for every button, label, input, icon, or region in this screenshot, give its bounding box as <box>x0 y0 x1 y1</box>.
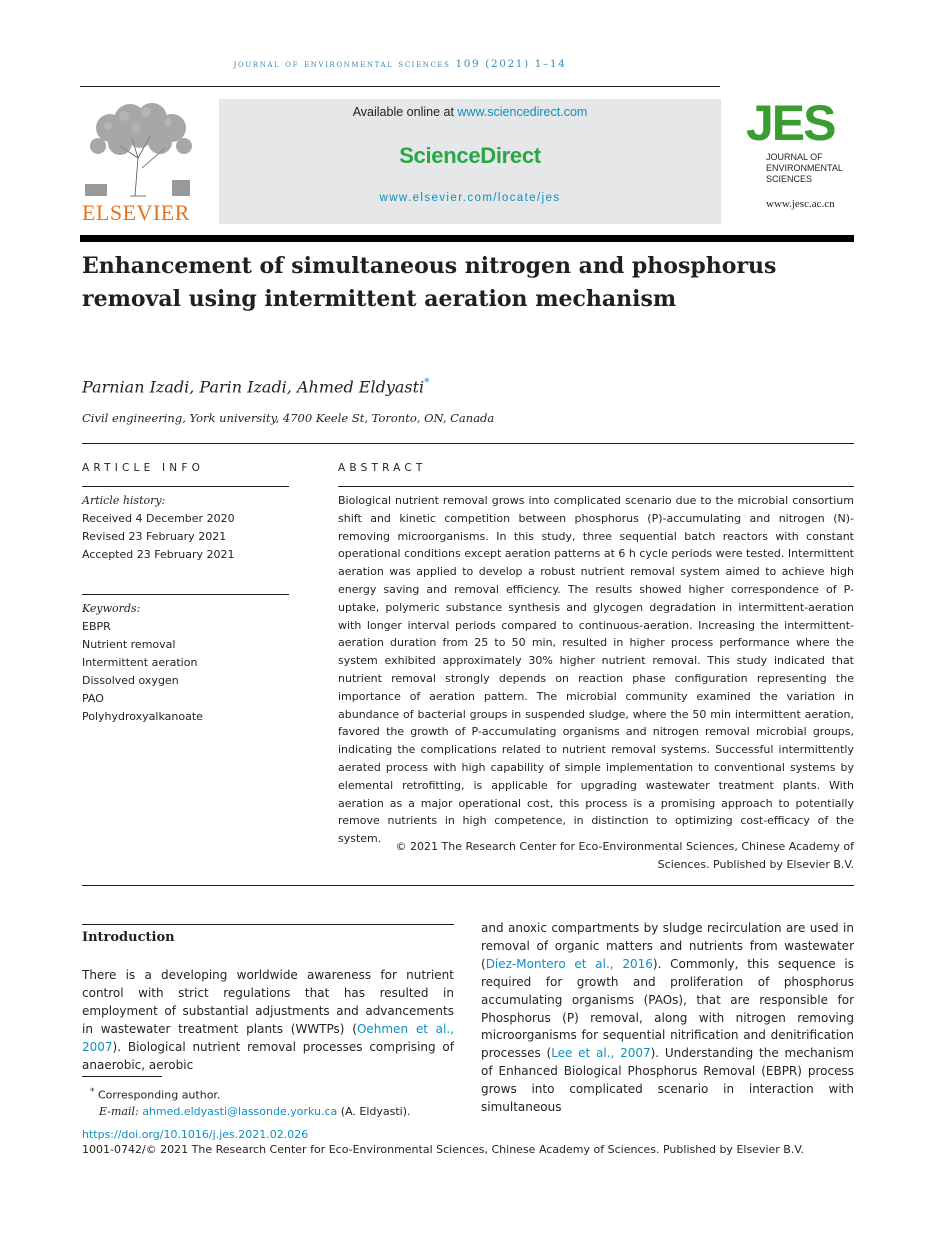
footnote-divider <box>82 1076 162 1077</box>
elsevier-tree-icon <box>80 98 200 198</box>
history-accepted: Accepted 23 February 2021 <box>82 548 235 561</box>
copyright-line: Sciences. Published by Elsevier B.V. <box>657 857 854 871</box>
keyword-item: PAO <box>82 692 104 705</box>
citation-link[interactable]: Lee et al., 2007 <box>551 1046 651 1061</box>
author-names: Parnian Izadi, Parin Izadi, Ahmed Eldyasti <box>82 377 425 397</box>
keywords-list <box>82 600 289 726</box>
intro-text: There is a developing worldwide awareness for nutrient control with strict regulations that has resulted in employment of substantial adjustments and advancements in wastewater treatment plants (WWTPs) ( <box>82 968 454 1036</box>
citation-link[interactable]: Oehmen et al., 2007 <box>82 1021 454 1054</box>
history-received: Received 4 December 2020 <box>82 512 235 525</box>
keyword-item: Dissolved oxygen <box>82 674 179 687</box>
jes-name-line: ENVIRONMENTAL <box>766 163 843 173</box>
sciencedirect-link[interactable]: www.sciencedirect.com <box>457 105 588 119</box>
keyword-item: EBPR <box>82 620 111 633</box>
info-top-divider <box>82 443 854 444</box>
jes-name-line: SCIENCES <box>766 174 813 184</box>
intro-divider <box>82 924 454 925</box>
intro-text: ). Biological nutrient removal processes comprising of anaerobic, aerobic <box>82 1039 454 1072</box>
keywords-divider <box>82 594 289 595</box>
article-info-heading: ARTICLE INFO <box>82 462 205 474</box>
intro-text: ). Understanding the mechanism of Enhanced Biological Phosphorus Removal (EBPR) process grows into complicated scenario in interaction with simultaneous <box>481 1046 854 1115</box>
history-revised: Revised 23 February 2021 <box>82 530 227 543</box>
affiliation: Civil engineering, York university, 4700 Keele St, Toronto, ON, Canada <box>82 411 495 425</box>
journal-homepage-link[interactable]: www.elsevier.com/locate/jes <box>379 192 561 204</box>
abstract-divider <box>338 486 854 487</box>
header-divider <box>80 86 720 87</box>
footnote-mark: * <box>90 1087 95 1097</box>
elsevier-logo <box>80 98 200 224</box>
corresponding-footnote <box>90 1084 411 1120</box>
intro-text: ). Commonly, this sequence is required for growth and proliferation of phosphorus accumulating organisms (PAOs), that are responsible for Phosphorus (P) removal, along with nitrogen removing microorganisms for sequential nitrification and denitrification processes ( <box>481 956 855 1061</box>
jes-logo: JES <box>746 95 835 151</box>
intro-column-1 <box>82 967 454 1074</box>
abstract-heading: ABSTRACT <box>338 462 427 474</box>
keyword-item: Nutrient removal <box>82 638 176 651</box>
sciencedirect-banner <box>219 99 721 224</box>
corresponding-label: Corresponding author. <box>98 1088 221 1102</box>
available-prefix: Available online at <box>352 105 458 119</box>
elsevier-wordmark: ELSEVIER <box>82 200 190 225</box>
keyword-item: Polyhydroxyalkanoate <box>82 710 203 723</box>
citation-link[interactable]: Díez-Montero et al., 2016 <box>485 956 653 971</box>
corresponding-author-mark[interactable]: * <box>424 376 430 389</box>
author-list <box>82 376 430 396</box>
article-info-divider <box>82 486 289 487</box>
email-link[interactable]: ahmed.eldyasti@lassonde.yorku.ca <box>142 1104 338 1118</box>
keywords-label: Keywords: <box>82 602 141 615</box>
doi-link[interactable]: https://doi.org/10.1016/j.jes.2021.02.026 <box>82 1128 309 1141</box>
keyword-item: Intermittent aeration <box>82 656 198 669</box>
title-divider <box>80 235 854 242</box>
issn-copyright: 1001-0742/© 2021 The Research Center for Eco-Environmental Sciences, Chinese Academy of Sciences. Published by Elsevier B.V. <box>82 1143 804 1156</box>
jes-name-line: JOURNAL OF <box>766 152 823 162</box>
jes-url-link[interactable]: www.jesc.ac.cn <box>766 198 835 210</box>
running-header: journal of environmental sciences 109 (2021) 1–14 <box>233 58 567 70</box>
email-label: E-mail: <box>99 1104 139 1118</box>
sciencedirect-brand: ScienceDirect <box>399 143 541 168</box>
article-history <box>82 492 289 564</box>
email-suffix: (A. Eldyasti). <box>340 1104 411 1118</box>
intro-column-2 <box>481 920 854 1117</box>
history-label: Article history: <box>82 494 166 507</box>
copyright-line: © 2021 The Research Center for Eco-Environmental Sciences, Chinese Academy of <box>395 840 854 853</box>
abstract-copyright <box>338 838 854 874</box>
abstract-bottom-divider <box>82 885 854 886</box>
intro-text: and anoxic compartments by sludge recirculation are used in removal of organic matters and nutrients from wastewater ( <box>481 921 854 971</box>
jes-journal-name <box>766 152 866 185</box>
abstract-text: Biological nutrient removal grows into complicated scenario due to the microbial consortium shift and kinetic competition between phosphorus (P)-accumulating and nitrogen (N)-removing microorganisms. In this study, three sequential batch reactors with constant operational conditions except aeration patterns at 6 h cycle periods were tested. Intermittent aeration was applied to develop a robust nutrient removal system aimed to achieve high energy saving and removal efficiency. The results showed higher correspondence of P-uptake, polymeric substance synthesis and glycogen degradation in intermittent-aeration with longer interval periods compared to continuous-aeration. Increasing the intermittent-aeration duration from 25 to 50 min, resulted in higher process performance where the system exhibited approximately 30% higher nutrient removal. This study indicated that nutrient removal strongly depends on reaction phase configuration representing the importance of aeration pattern. The microbial community examined the variation in abundance of bacterial groups in suspended sludge, where the 50 min intermittent aeration, favored the growth of P-accumulating organisms and nitrogen removal microbial groups, indicating the complications related to nutrient removal systems. Successful intermittently aerated process with high capability of simple implementation to conventional systems by elemental retrofitting, is applicable for upgrading wastewater treatment plants. With aeration as a major operational cost, this process is a promising approach to potentially remove nutrients in high competence, in distinction to optimizing cost-efficacy of the system. <box>338 494 854 846</box>
article-title: Enhancement of simultaneous nitrogen and phosphorus removal using intermittent aeration mechanism <box>82 253 777 312</box>
introduction-heading: Introduction <box>82 930 175 945</box>
available-online <box>219 105 721 119</box>
